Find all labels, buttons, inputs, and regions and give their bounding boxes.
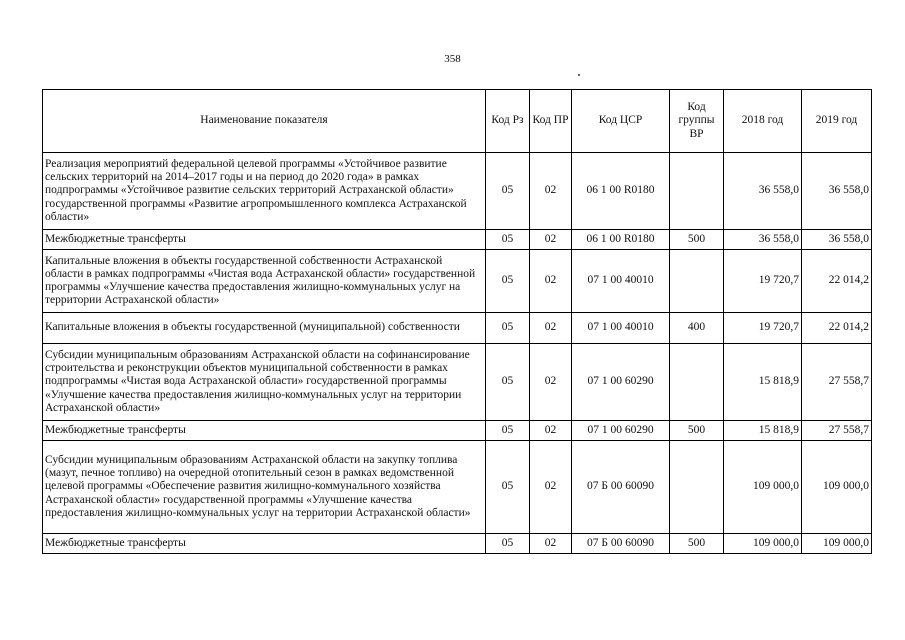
cell-2018: 19 720,7	[724, 313, 802, 344]
cell-csr: 07 1 00 60290	[572, 421, 670, 441]
cell-2019: 22 014,2	[802, 313, 872, 344]
table-row	[43, 421, 872, 441]
cell-vr: 400	[670, 313, 724, 344]
cell-2019: 27 558,7	[802, 421, 872, 441]
cell-2018: 109 000,0	[724, 441, 802, 534]
cell-csr: 06 1 00 R0180	[572, 153, 670, 230]
cell-csr: 07 1 00 60290	[572, 344, 670, 421]
header-pr: Код ПР	[530, 90, 572, 153]
cell-rz: 05	[486, 230, 530, 250]
cell-pr: 02	[530, 313, 572, 344]
cell-2019: 109 000,0	[802, 534, 872, 554]
cell-pr: 02	[530, 534, 572, 554]
cell-name: Реализация мероприятий федеральной целевой программы «Устойчивое развитие сельских территорий на 2014–2017 годы и на период до 2020 года» в рамках подпрограммы «Устойчивое развитие сельских территорий Астраханской области» государственной программы «Развитие агропромышленного комплекса Астраханской области»	[43, 153, 486, 230]
table-row	[43, 250, 872, 313]
cell-2019: 22 014,2	[802, 250, 872, 313]
cell-csr: 07 Б 00 60090	[572, 534, 670, 554]
cell-2018: 19 720,7	[724, 250, 802, 313]
scan-speck	[578, 74, 580, 76]
cell-pr: 02	[530, 421, 572, 441]
cell-name: Межбюджетные трансферты	[43, 230, 486, 250]
cell-csr: 07 1 00 40010	[572, 313, 670, 344]
cell-2018: 15 818,9	[724, 421, 802, 441]
cell-name: Межбюджетные трансферты	[43, 421, 486, 441]
cell-rz: 05	[486, 421, 530, 441]
table-row	[43, 153, 872, 230]
cell-rz: 05	[486, 153, 530, 230]
header-rz: Код Рз	[486, 90, 530, 153]
table-row	[43, 230, 872, 250]
table-header-row	[43, 90, 872, 153]
cell-rz: 05	[486, 534, 530, 554]
cell-rz: 05	[486, 313, 530, 344]
page-number: 358	[444, 53, 461, 65]
cell-pr: 02	[530, 250, 572, 313]
cell-2019: 27 558,7	[802, 344, 872, 421]
header-name: Наименование показателя	[43, 90, 486, 153]
cell-vr	[670, 250, 724, 313]
cell-vr: 500	[670, 421, 724, 441]
cell-2018: 15 818,9	[724, 344, 802, 421]
cell-pr: 02	[530, 441, 572, 534]
cell-2018: 36 558,0	[724, 153, 802, 230]
cell-vr	[670, 441, 724, 534]
cell-csr: 06 1 00 R0180	[572, 230, 670, 250]
cell-rz: 05	[486, 344, 530, 421]
cell-pr: 02	[530, 230, 572, 250]
cell-rz: 05	[486, 250, 530, 313]
cell-vr: 500	[670, 230, 724, 250]
cell-vr: 500	[670, 534, 724, 554]
table-row	[43, 441, 872, 534]
cell-name: Субсидии муниципальным образованиям Астраханской области на закупку топлива (мазут, печное топливо) на очередной отопительный сезон в рамках ведомственной целевой программы «Обеспечение развития жилищно-коммунального хозяйства Астраханской области» государственной программы «Улучшение качества предоставления жилищно-коммунальных услуг на территории Астраханской области»	[43, 441, 486, 534]
cell-name: Капитальные вложения в объекты государственной (муниципальной) собственности	[43, 313, 486, 344]
cell-name: Субсидии муниципальным образованиям Астраханской области на софинансирование строительства и реконструкции объектов муниципальной собственности в рамках подпрограммы «Чистая вода Астраханской области» государственной программы «Улучшение качества предоставления жилищно-коммунальных услуг на территории Астраханской области»	[43, 344, 486, 421]
cell-vr	[670, 344, 724, 421]
table-row	[43, 534, 872, 554]
cell-2019: 36 558,0	[802, 153, 872, 230]
cell-2018: 36 558,0	[724, 230, 802, 250]
header-csr: Код ЦСР	[572, 90, 670, 153]
header-vr: Код группы ВР	[670, 90, 724, 153]
cell-csr: 07 Б 00 60090	[572, 441, 670, 534]
cell-name: Межбюджетные трансферты	[43, 534, 486, 554]
budget-table	[42, 89, 872, 554]
cell-rz: 05	[486, 441, 530, 534]
table-row	[43, 313, 872, 344]
cell-pr: 02	[530, 153, 572, 230]
header-2018: 2018 год	[724, 90, 802, 153]
table-row	[43, 344, 872, 421]
cell-vr	[670, 153, 724, 230]
cell-pr: 02	[530, 344, 572, 421]
cell-2018: 109 000,0	[724, 534, 802, 554]
cell-csr: 07 1 00 40010	[572, 250, 670, 313]
cell-2019: 36 558,0	[802, 230, 872, 250]
header-2019: 2019 год	[802, 90, 872, 153]
cell-name: Капитальные вложения в объекты государственной собственности Астраханской области в рамках подпрограммы «Чистая вода Астраханской области» государственной программы «Улучшение качества предоставления жилищно-коммунальных услуг на территории Астраханской области»	[43, 250, 486, 313]
cell-2019: 109 000,0	[802, 441, 872, 534]
